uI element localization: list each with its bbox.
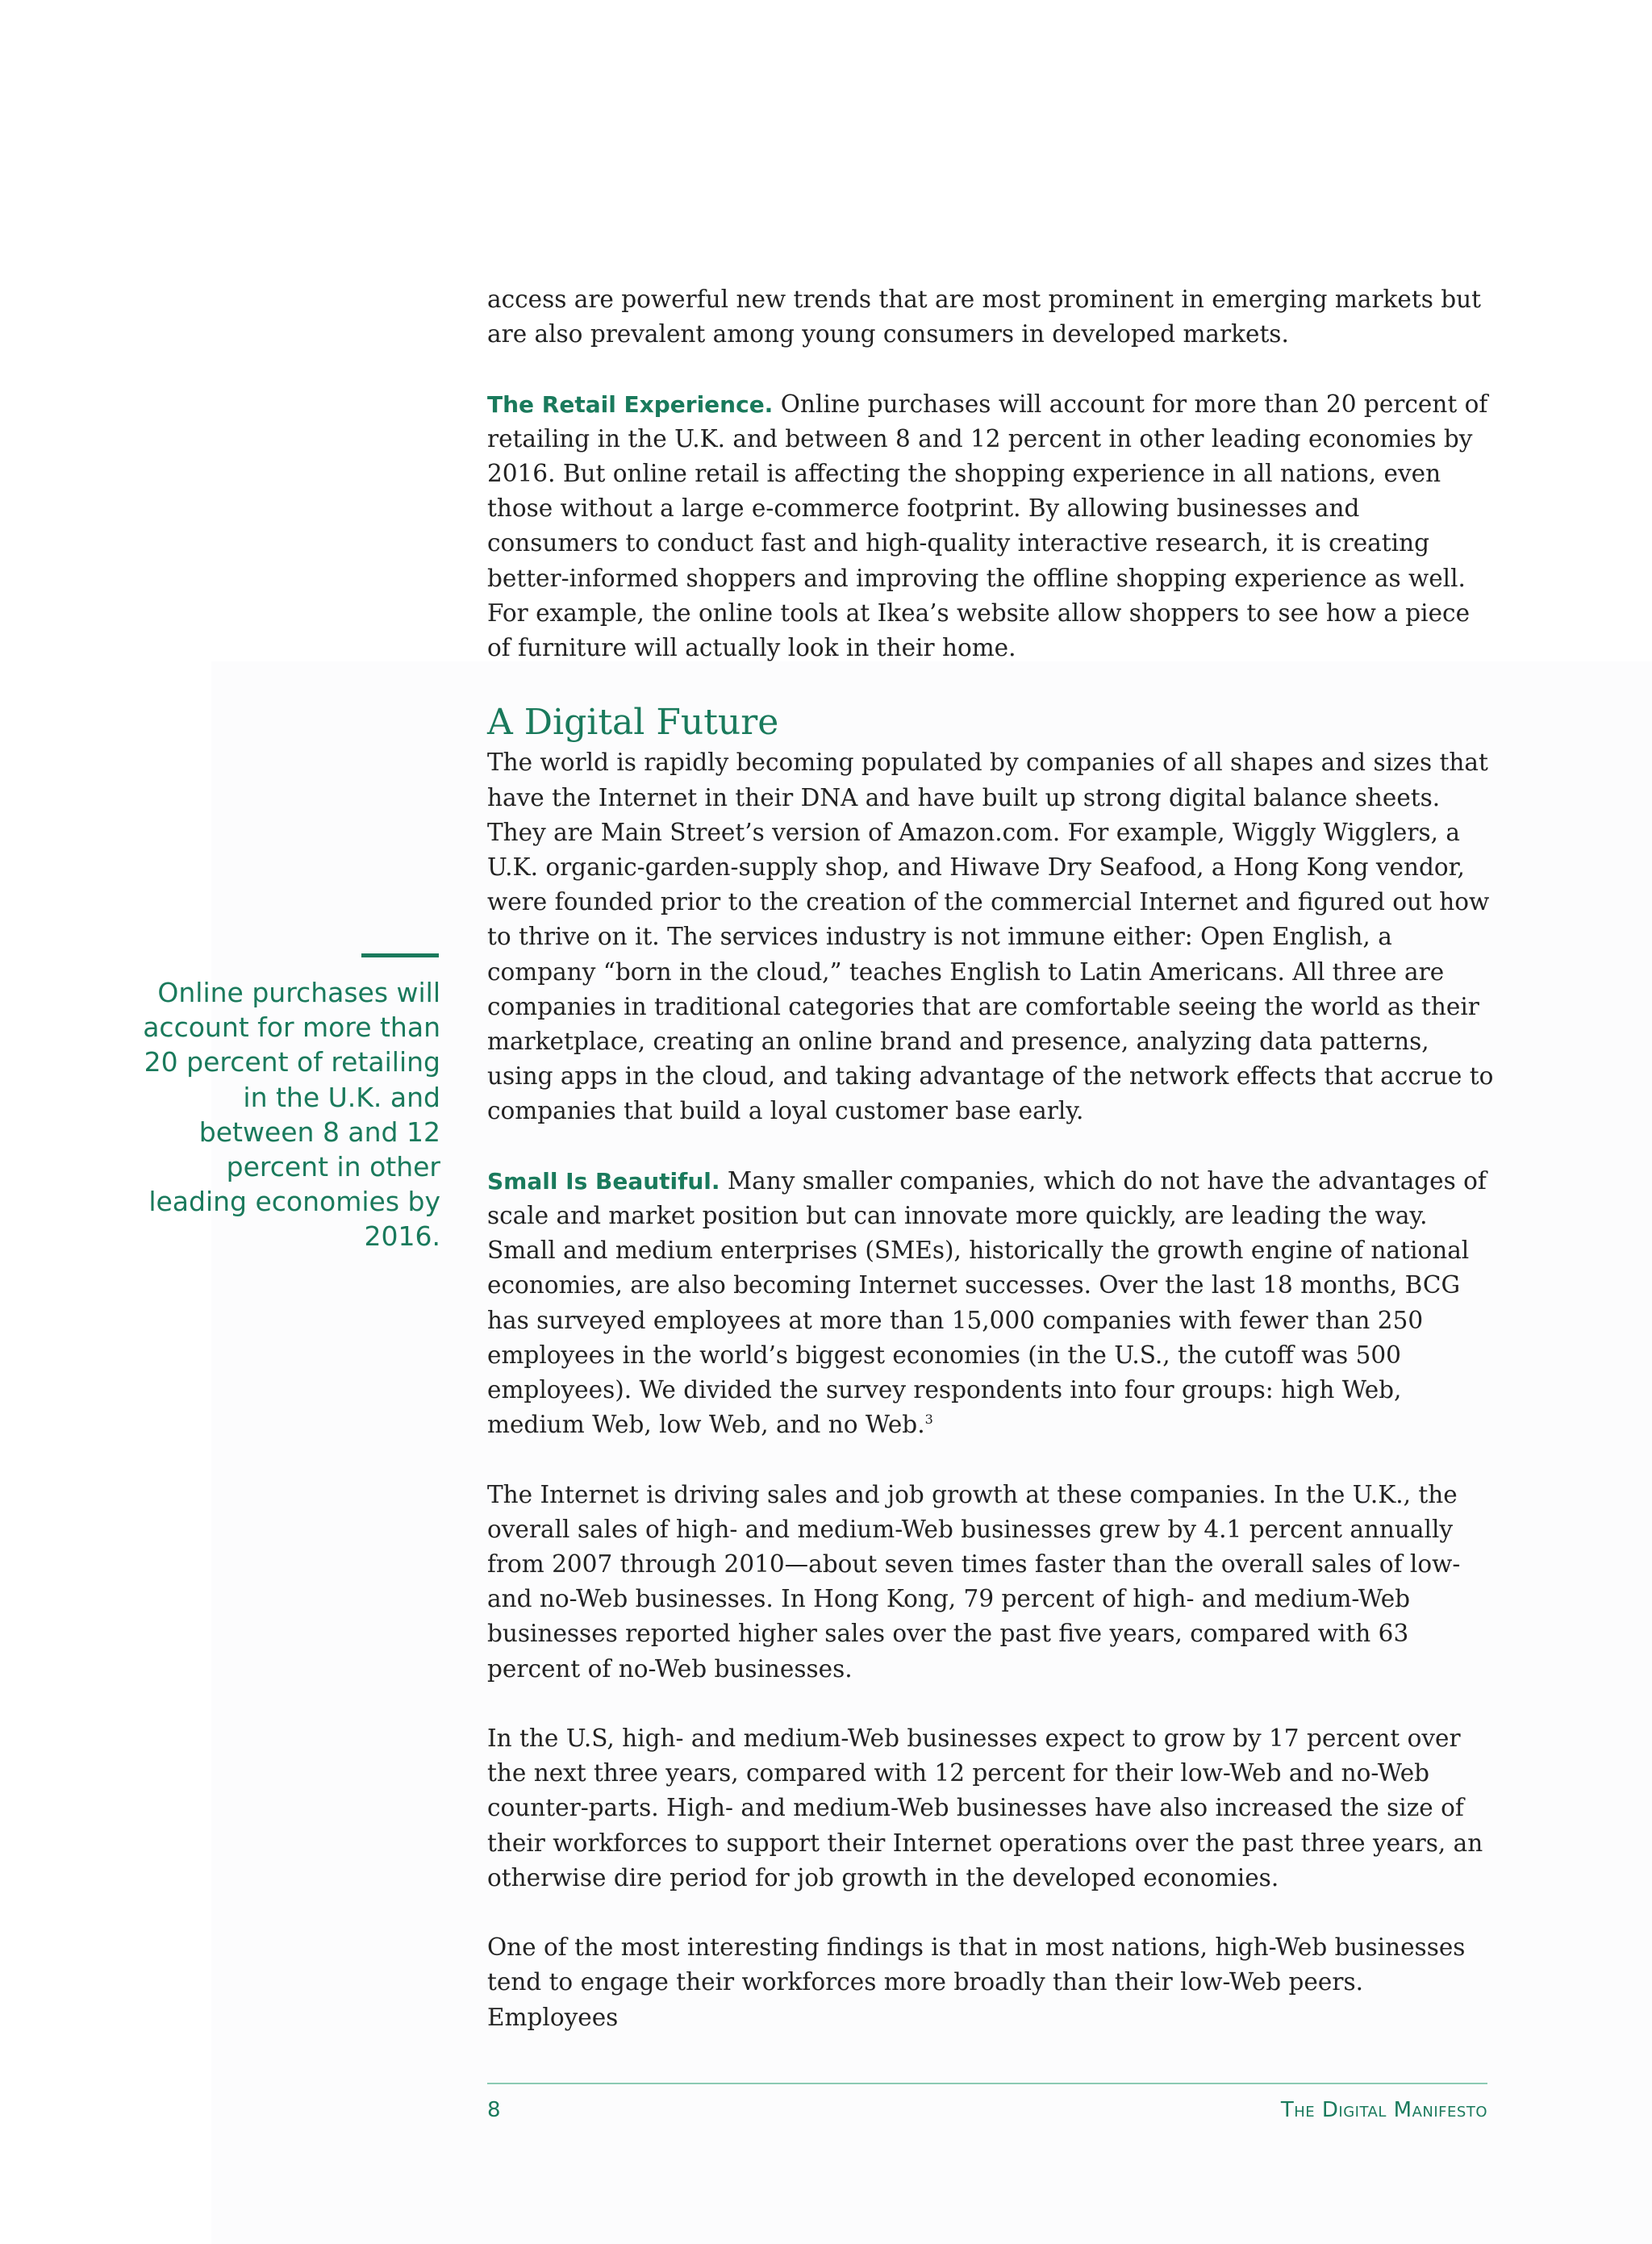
paragraph-findings: One of the most interesting findings is that in most nations, high-Web businesses tend to engage their workforces more broadly than their low-Web peers. Employees [487,1933,1466,2031]
small-is-beautiful-lead: Small Is Beautiful. [487,1167,720,1195]
paragraph-internet-driving-sales: The Internet is driving sales and job growth at these companies. In the U.K., the overall sales of high- and medium-Web businesses grew by 4.1 percent annually from 2007 through 2010—about seven times faster than the overall sales of low- and no-Web businesses. In Hong Kong, 79 percent of high- and medium-Web businesses reported higher sales over the past five years, compared with 63 percent of no-Web businesses. [487,1480,1461,1683]
small-is-beautiful-body: Many smaller companies, which do not have the advantages of scale and market position but can innovate more quickly, are leading the way. Small and medium enterprises (SMEs), historically the growth engine of national economies, are also becoming Internet successes. Over the last 18 months, BCG has surveyed employees at more than 15,000 companies with fewer than 250 employees in the world’s biggest economies (in the U.S., the cutoff was 500 employees). We divided the survey respondents into four groups: high Web, medium Web, low Web, and no Web. [487,1166,1487,1439]
main-column [487,282,1496,2035]
paragraph-us-growth: In the U.S, high- and medium-Web businesses expect to grow by 17 percent over the next three years, compared with 12 percent for their low-Web and no-Web counter-parts. High- and medium-Web businesses have also increased the size of their workforces to support their Internet operations over the past three years, an otherwise dire period for job growth in the developed economies. [487,1725,1483,1892]
footnote-marker: 3 [924,1412,933,1428]
running-title: The Digital Manifesto [1280,2098,1487,2122]
pull-quote: Online purchases will account for more than 20 percent of retailing in the U.K. and between 8 and 12 percent in other leading economies by 2016. [143,977,440,1253]
retail-experience-lead: The Retail Experience. [487,390,774,418]
paragraph-small-is-beautiful [487,1164,1496,1443]
paragraph-retail-experience [487,387,1496,666]
section-heading-digital-future: A Digital Future [487,702,779,744]
paragraph-intro-continued: access are powerful new trends that are most prominent in emerging markets but are also prevalent among young consumers in developed markets. [487,286,1481,348]
page-number: 8 [487,2098,501,2122]
paragraph-digital-future: The world is rapidly becoming populated by companies of all shapes and sizes that have the Internet in their DNA and have built up strong digital balance sheets. They are Main Street’s version of Amazon.com. For example, Wiggly Wigglers, a U.K. organic-garden-supply shop, and Hiwave Dry Seafood, a Hong Kong vendor, were founded prior to the creation of the commercial Internet and figured out how to thrive on it. The services industry is not immune either: Open English, a company “born in the cloud,” teaches English to Latin Americans. All three are companies in traditional categories that are comfortable seeing the world as their marketplace, creating an online brand and presence, analyzing data patterns, using apps in the cloud, and taking advantage of the network effects that accrue to companies that build a loyal customer base early. [487,749,1494,1125]
retail-experience-body: Online purchases will account for more than 20 percent of retailing in the U.K. and between 8 and 12 percent in other leading economies by 2016. But online retail is affecting the shopping experience in all nations, even those without a large e-commerce footprint. By allowing businesses and consumers to conduct fast and high-quality interactive research, it is creating better-informed shoppers and improving the offline shopping experience as well. For example, the online tools at Ikea’s website allow shoppers to see how a piece of furniture will actually look in their home. [487,390,1488,662]
footer-rule [487,2083,1487,2084]
pull-quote-rule [361,953,439,957]
